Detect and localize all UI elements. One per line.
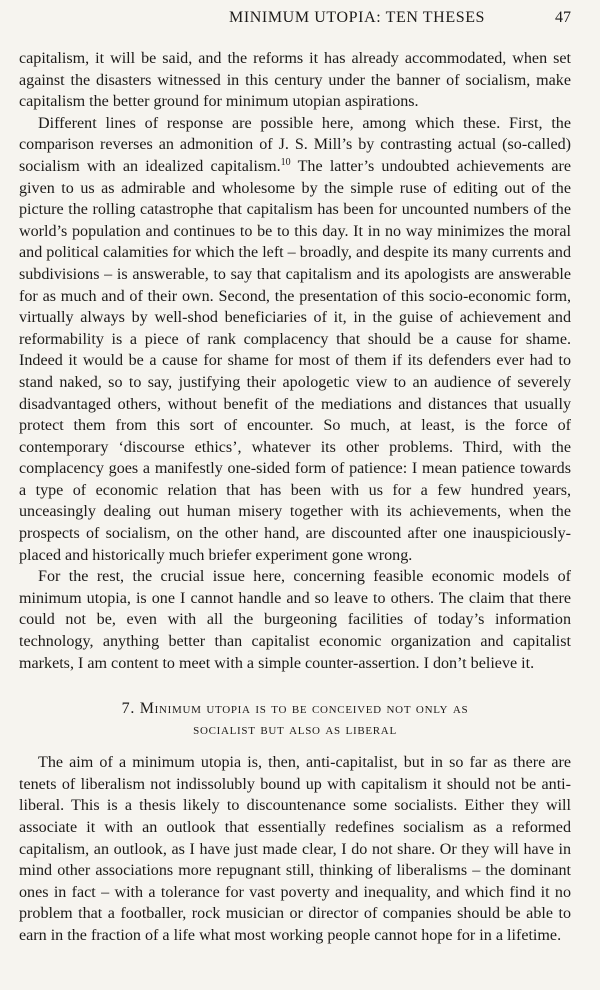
section-heading-line-1: 7. Minimum utopia is to be conceived not only as — [121, 700, 469, 718]
section-heading — [19, 698, 571, 740]
paragraph-responses — [19, 113, 571, 566]
section-heading-line-2: socialist but also as liberal — [193, 721, 397, 739]
page-number: 47 — [555, 9, 571, 26]
footnote-reference: 10 — [280, 156, 291, 168]
paragraph-continued: capitalism, it will be said, and the reforms it has already accommodated, when set against the disasters witnessed in this century under the banner of socialism, make capitalism the better ground for minimum utopian aspirations. — [19, 50, 571, 111]
paragraph-responses-text-start: Different lines of response are possible here, among which these. First, the comparison reverses an admonition of J. S. Mill’s by contrasting actual (so-called) socialism with an idealized capitalism. — [19, 114, 571, 175]
running-head — [19, 9, 571, 31]
running-title: MINIMUM UTOPIA: TEN THESES — [229, 9, 486, 26]
body-text — [19, 48, 571, 947]
paragraph-anti-liberal: The aim of a minimum utopia is, then, anti-capitalist, but in so far as there are tenets of liberalism not indissolubly bound up with capitalism it should not be anti-liberal. This is a thesis likely to discountenance some socialists. Either they will associate it with an outlook that essentially redefines socialism as a reformed capitalism, an outlook, as I have just made clear, I do not share. Or they will have in mind other associations more repugnant still, thinking of liberalisms – the dominant ones in fact – with a tolerance for vast poverty and inequality, and which find it no problem that a footballer, rock musician or director of companies should be able to earn in the fraction of a life what most working people cannot hope for in a lifetime. — [19, 754, 571, 944]
paragraph-economic-models: For the rest, the crucial issue here, concerning feasible economic models of minimum utopia, is one I cannot handle and so leave to others. The claim that there could not be, even with all the burgeoning facilities of today’s information technology, anything better than capitalist economic organization and capitalist markets, I am content to meet with a simple counter-assertion. I don’t believe it. — [19, 568, 571, 672]
paragraph-responses-text-end: The latter’s undoubted achievements are given to us as admirable and wholesome by the simple ruse of editing out of the picture the rolling catastrophe that capitalism has been for uncounted numbers of the world’s population and continues to be to this day. It in no way minimizes the moral and political calamities for which the left – broadly, and despite its many currents and subdivisions – is answerable, to say that capitalism and its apologists are answerable for as much and of their own. Second, the presentation of this socio-economic form, virtually always by well-shod beneficiaries of it, in the guise of achievement and reformability is a piece of rank complacency that should be a cause for shame. Indeed it would be a cause for shame for most of them if its defenders ever had to stand naked, so to say, justifying their apologetic view to an audience of severely disadvantaged others, without benefit of the mediations and distances that usually protect them from this sort of encounter. So much, at least, is the force of contemporary ‘discourse ethics’, whatever its other problems. Third, with the complacency goes a manifestly one-sided form of patience: I mean patience towards a type of economic relation that has been with us for a few hundred years, unceasingly dealing out human misery together with its achievements, when the prospects of socialism, on the other hand, are discounted after one inauspiciously-placed and historically much briefer experiment gone wrong. — [19, 157, 571, 564]
